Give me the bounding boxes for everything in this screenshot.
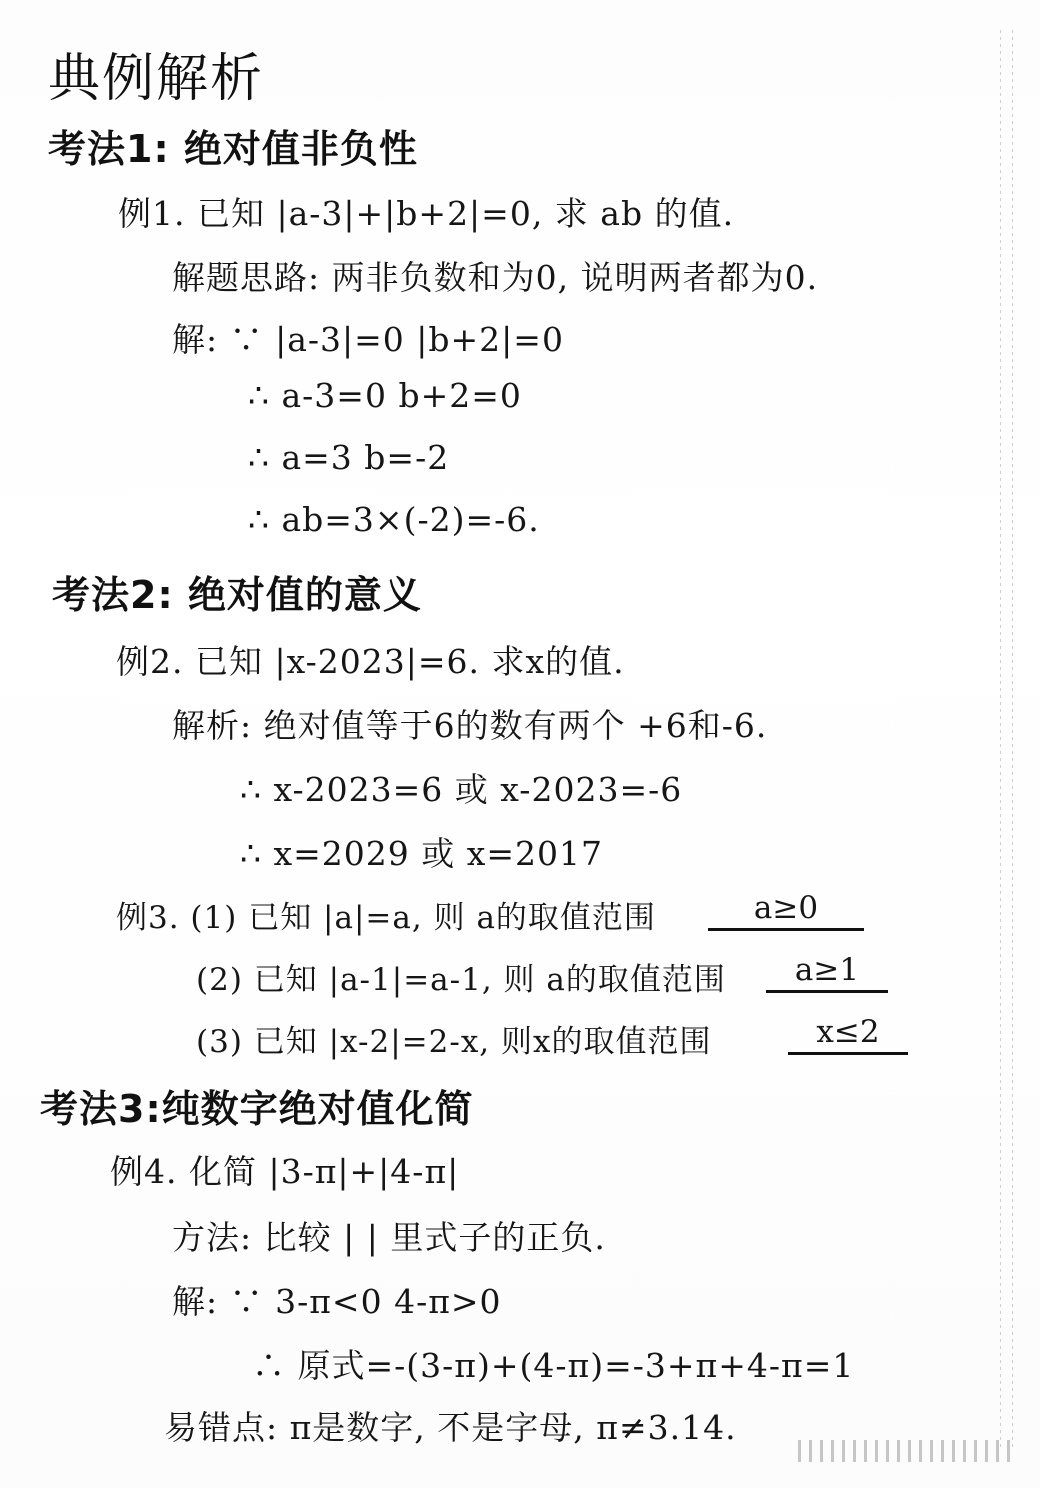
watermark-marks — [798, 1440, 1018, 1462]
example-1-step-3: ∴ a=3 b=-2 — [248, 438, 450, 477]
example-3-part-2: (2) 已知 |a-1|=a-1, 则 a的取值范围 — [196, 962, 726, 998]
example-2-step-2: ∴ x=2029 或 x=2017 — [240, 834, 603, 873]
page-edge-line — [1012, 30, 1013, 1448]
section-heading-2: 考法2: 绝对值的意义 — [52, 573, 422, 617]
example-4-pitfall: 易错点: π是数字, 不是字母, π≠3.14. — [164, 1408, 737, 1447]
example-1-step-2: ∴ a-3=0 b+2=0 — [248, 376, 522, 415]
page-edge-line — [1000, 30, 1001, 1448]
example-3-answer-3: x≤2 — [788, 1014, 908, 1055]
example-1-idea: 解题思路: 两非负数和为0, 说明两者都为0. — [172, 258, 819, 297]
section-heading-3: 考法3:纯数字绝对值化简 — [40, 1087, 474, 1131]
section-heading-1: 考法1: 绝对值非负性 — [48, 127, 418, 171]
example-2-step-1: ∴ x-2023=6 或 x-2023=-6 — [240, 770, 683, 809]
example-3-answer-1: a≥0 — [708, 890, 864, 931]
example-3-part-3: (3) 已知 |x-2|=2-x, 则x的取值范围 — [196, 1024, 712, 1060]
example-1-step-1: 解: ∵ |a-3|=0 |b+2|=0 — [172, 320, 564, 359]
example-4-step-2: ∴ 原式=-(3-π)+(4-π)=-3+π+4-π=1 — [252, 1346, 855, 1385]
example-4-method: 方法: 比较 | | 里式子的正负. — [172, 1218, 606, 1257]
example-3-answer-2: a≥1 — [766, 952, 888, 993]
example-4-step-1: 解: ∵ 3-π<0 4-π>0 — [172, 1282, 502, 1321]
example-1-step-4: ∴ ab=3×(-2)=-6. — [248, 500, 540, 539]
page-title: 典例解析 — [48, 49, 265, 109]
example-4-question: 例4. 化简 |3-π|+|4-π| — [110, 1152, 460, 1191]
example-3-part-1: 例3. (1) 已知 |a|=a, 则 a的取值范围 — [116, 900, 656, 936]
example-2-analysis: 解析: 绝对值等于6的数有两个 +6和-6. — [172, 706, 768, 745]
example-1-question: 例1. 已知 |a-3|+|b+2|=0, 求 ab 的值. — [118, 194, 735, 233]
example-2-question: 例2. 已知 |x-2023|=6. 求x的值. — [116, 642, 625, 681]
